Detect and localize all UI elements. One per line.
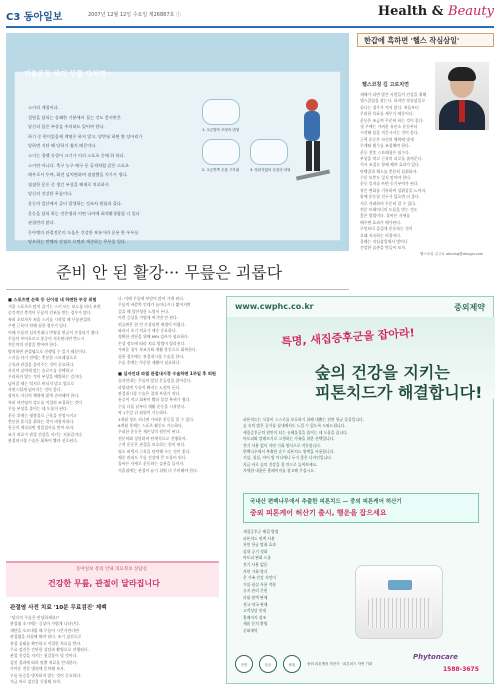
text-line: 장비도 자신의 체형에 맞게 준비해야 한다. xyxy=(8,393,80,399)
text-line: 근력 운동은 자신의 체력에 맞게 xyxy=(360,136,414,142)
text-line: 조기 치료가 관절 건강을 지키는 지름길이다. xyxy=(8,431,84,437)
figure-caption-2: 2. 오른반쪽 무릎 구부림 xyxy=(202,168,240,172)
text-line: 아토피 완화 도움 xyxy=(243,555,272,561)
article-subhead: ■ 십자인대 파열 관절내시경 수술하면 1주일 후 퇴원 xyxy=(118,371,216,377)
text-line: 부상을 막고 근육의 피로를 줄여준다. xyxy=(360,155,423,161)
text-line: 당신의 건강한 무릎이다. xyxy=(28,191,73,197)
text-line: 제품 문의 환영 xyxy=(243,621,268,627)
ad-footer xyxy=(235,653,485,677)
ad-footer-text: 중외 피톤케어 허산기 · 피톤치드 자연 기화 xyxy=(307,662,373,666)
text-line: 첫 주에는 가벼운 유산소 운동부터 xyxy=(360,123,418,129)
text-line: 유지 관리 간편 xyxy=(243,588,268,594)
text-line: 자연 기화 방식 xyxy=(243,568,268,574)
ad-banner: 특명, 새집증후군을 잡아라! xyxy=(280,326,416,349)
text-line: 올해는 작심삼일에서 벗어나 xyxy=(360,238,408,244)
text-line: 오래 지속하는 비결이다. xyxy=(360,232,402,238)
text-line: 심한 경우에는 관절내시경 수술을 한다. xyxy=(118,353,185,359)
ad-feature-list xyxy=(243,529,343,635)
badge-icon: 탈취 xyxy=(283,655,301,673)
health-notice-box xyxy=(6,561,219,684)
text-line: 특히 초보자가 처음 스키를 시작할 때 무릎관절의 xyxy=(8,316,91,322)
notice-headline: 관절염 사전 치료 '10분 무료검진' 제백 xyxy=(10,605,107,611)
text-line: 전문의의 진찰을 받아야 한다. xyxy=(8,342,59,348)
text-line: 점점한 운동 중 생긴 부상을 해제로 치료하지 xyxy=(28,181,109,187)
newspaper-brand: C3 동아일보 xyxy=(6,12,63,23)
product-logo: Phytoncare xyxy=(413,653,458,661)
text-line: 체중 관리도 무릎 건강에 큰 도움이 된다. xyxy=(118,454,187,460)
text-line: 중외제약 xyxy=(243,627,258,633)
text-line: 겨울철에는 관절이 굳기 쉬워 더 주의해야 한다. xyxy=(118,467,199,473)
text-line: 수술 다음 날부터 재활 운동을 시작한다. xyxy=(118,403,186,409)
text-line: 배우면 효과가 배가된다. xyxy=(360,219,402,225)
article-subhead: ■ 스포츠맨 손쪽 등 신이점 네 하면한 부상 위험 xyxy=(8,297,97,302)
text-line: 십자인대는 무릎의 앞뒤 흔들림을 잡아준다. xyxy=(118,378,192,384)
text-line: 운동은 조금씩 꾸준히 하는 것이 좋다. xyxy=(360,117,424,123)
text-line: 통증이 적고 회복이 빨라 일상 복귀가 쉽다. xyxy=(118,397,191,403)
text-line: 통증이 계속되면 정밀검사를 받아 보자. xyxy=(8,425,75,431)
notice-body xyxy=(10,615,215,685)
feature-text xyxy=(28,103,188,247)
text-line: 실내 공기 정화 xyxy=(243,548,268,554)
column-byline: 헬스코칭 김고로 atoning@dongja.com xyxy=(420,252,484,256)
ad-headline xyxy=(315,363,482,403)
knee-illustration xyxy=(202,99,240,125)
text-line: 6개월 후에는 스포츠 활동도 가능하다. xyxy=(118,423,184,429)
text-line: 전국 약국 판매 xyxy=(243,601,268,607)
text-line: 관절반의 많다. xyxy=(28,220,55,226)
notice-banner xyxy=(6,561,219,597)
text-line: 식사 조절도 함께 해야 효과가 있다. xyxy=(360,162,421,168)
section-main: Health xyxy=(377,4,428,19)
text-line: 주변 근육이 약해 심한 경우가 있다. xyxy=(8,323,69,329)
text-line: 관절염 초기에는 증상이 가볍게 나타난다. xyxy=(10,621,81,627)
column-title: 한갑에 흑하면 '헬스 작심삼일' xyxy=(364,36,460,45)
ad-promo-line-2: 중외 피톤케어 허산기 출시, 행운을 잡으세요 xyxy=(250,509,387,517)
text-line: 동아맹의 관절전문의 도움은 건강한 보통이라 운용 한 우우를 xyxy=(28,229,139,235)
text-line: 전문 트레이너의 도움을 받는 것도 xyxy=(360,207,418,213)
text-line: 건강한 습관을 만들어 보자. xyxy=(360,245,407,251)
text-line: 좋은 방법이다. 올바른 자세를 xyxy=(360,213,411,219)
text-line: 따라서 초기 치료가 매우 중요하다. xyxy=(118,327,177,333)
notice-banner-title: 건강한 무릎, 관절이 달라집니다 xyxy=(48,579,160,588)
text-line: 전기 사용 없음 xyxy=(243,561,268,567)
text-line: 아토피와 알레르기로 고생하는 가족을 위한 선택입니다. xyxy=(243,436,335,442)
text-line: 당으하는 반맹과 강점으 으면과 개중하는 무등을 입다. xyxy=(28,239,127,245)
column-author: 헬스코칭 김 고로치연 xyxy=(362,82,409,88)
text-line: 다. 이때 무릎에 부담이 많이 가게 된다. xyxy=(118,296,185,301)
text-line: 겨울 스포츠로 많이 즐기는 스키 또는 보드를 타다 보면 xyxy=(8,304,101,309)
badge-icon: 천연 xyxy=(235,655,253,673)
text-line: 운동의 일산에서 공터 발생하는 것조치 원합과 몰다. xyxy=(28,200,123,206)
text-line: 운동을 달리 하는 것은생과 이면 나이에 최적활경합였 너 있다 xyxy=(28,210,140,216)
text-line: 자신의 실력에 맞는 슬로프를 선택하고 xyxy=(8,367,74,373)
text-line: 무리한 운동은 재손상의 원인이 된다. xyxy=(118,429,181,435)
text-line: 스키만 아니다. 축구 농구 배구 등 공격처럼 같은 스포츠 xyxy=(28,162,129,168)
text-line: 자세한 내용은 홈페이지를 참고해 주십시오. xyxy=(243,468,316,474)
article-column-left xyxy=(8,296,112,445)
text-line: 운동 전후 스트레칭은 필수다. xyxy=(360,149,411,155)
text-line: 관절내시경 수술은 절개 부위가 작다. xyxy=(118,391,181,397)
text-line: 무리한 목표를 세우기 때문이다. xyxy=(360,111,414,117)
text-line: 편백나무에서 추출한 순수 피톤치드 원액을 사용합니다. xyxy=(243,448,335,454)
text-line: 관절 건강을 지키는 첫걸음이 될 것이다. xyxy=(10,653,78,659)
text-line: 피톤치드 원액 사용 xyxy=(243,535,275,541)
section-amp: & xyxy=(427,4,449,19)
text-line: 가까운 전문 병원에 문의해 보자. xyxy=(10,666,66,672)
text-line: 지금 바로 검진을 신청해 보자. xyxy=(10,678,62,684)
text-line: 근력 운동은 관절을 보호하는 힘이 된다. xyxy=(118,442,186,448)
text-line: 새해가 되면 많은 사람들이 건강을 위해 xyxy=(360,92,427,97)
text-line: 단백질과 채소를 충분히 섭취하자. xyxy=(360,168,418,174)
text-line: 무릎의 바깥쪽 인대가 늘어나거나 찢어지면 xyxy=(118,302,191,308)
main-headline: 준비 안 된 활강··· 무릎은 괴롭다 xyxy=(56,263,283,282)
skier-illustration xyxy=(296,95,330,185)
page-header xyxy=(6,4,494,28)
badge-icon: 항균 xyxy=(259,655,277,673)
feature-panel xyxy=(6,33,349,251)
ad-phone[interactable]: 1588-3675 xyxy=(443,666,479,673)
text-line: 무릎 부상을 줄이는 데 도움이 된다. xyxy=(8,406,69,412)
text-line: 관절염을 의심해 봐야 한다. 조기 검진으로 xyxy=(10,634,82,640)
figure-caption-3: 3. 당관적없의 무릎의 파열 xyxy=(250,168,291,172)
column-body xyxy=(360,92,492,252)
text-line: 무릎이 부어오르고 통증이 지속된다면 반드시 xyxy=(8,335,85,341)
text-line: 올바른 자세로 운동하는 습관을 들이자. xyxy=(118,461,185,467)
text-line: 평소 허벅지 근육을 단련해 두는 것이 좋다. xyxy=(118,448,191,454)
text-line: 계단을 오르내릴 때 무릎이 시큰거린다면 xyxy=(10,627,79,633)
text-line: 연골판은 한 번 손상되면 재생이 어렵다. xyxy=(118,321,186,327)
text-line: 스키는 경쟁 속성이 크기가 이의 스포츠 중에 하 하다. xyxy=(28,152,125,158)
text-line: 무리하지 않는 것이 부상을 예방하는 길이다. xyxy=(8,374,84,380)
ad-url[interactable]: www.cwphc.co.kr xyxy=(235,302,314,311)
text-line: 전문의와 상담하며 단계적으로 진행하자. xyxy=(118,435,187,441)
text-line: 파열되면 무릎이 빠지는 느낌이 든다. xyxy=(118,384,181,390)
text-line: 검진 결과에 따라 맞춤 치료를 안내한다. xyxy=(10,659,78,665)
text-line: 스키를 타기 전에는 충분한 스트레칭으로 xyxy=(8,355,77,361)
text-line: 무게와 횟수를 조절해야 한다. xyxy=(360,143,411,149)
text-line: 거실, 침실, 아이 방 어디에나 두기 좋은 디자인입니다. xyxy=(243,455,333,461)
text-line: 천연 항균 탈취 효과 xyxy=(243,542,276,548)
notice-banner-small: 동아일보 문의 안내 의료정보 상담실 xyxy=(76,567,147,572)
text-line: 무릎 통증을 방치하지 않는 것이 중요하다. xyxy=(10,672,82,678)
figure-caption-1: 1. 오른발목 모양의 변형 xyxy=(202,128,240,132)
text-line: 자연스럽게 넘어지는 것이 좋다. xyxy=(8,387,62,393)
text-line: 피톤치드는 식물이 스스로를 보호하기 위해 내뿜는 천연 항균 물질입니다. xyxy=(243,417,364,422)
text-line: 거실·침실 사용 적합 xyxy=(243,581,276,587)
headline-block xyxy=(6,258,349,290)
text-line: 고객상담 안내 xyxy=(243,608,267,614)
column-title-box xyxy=(357,33,494,47)
text-line: 가벼운 경우 보조기와 재활 운동으로 회복한다. xyxy=(118,347,197,353)
text-line: 서로 격려하며 꾸준히 할 수 있다. xyxy=(360,200,417,206)
text-line: 정확한 진단을 위해 MRI 검사가 필요하다. xyxy=(118,334,190,340)
text-line: "당신의 무릎은 안녕하세요?" xyxy=(10,615,60,620)
text-line: 근육과 관절을 풀어주는 것이 중요하다. xyxy=(8,361,75,367)
text-line: 걸을 때 불안정한 느낌이 든다. xyxy=(118,308,170,314)
dateline: 2007년 12월 12일 수요일 제26887호 ⓘ xyxy=(88,12,181,18)
text-line: 이때 무릎의 십자인대나 반월상 연골이 손상되기 쉽다. xyxy=(8,329,100,335)
text-line: 설원을 달리는 상쾌한 기분에서 젖는 것도 좋지만은 xyxy=(28,114,121,120)
text-line: 약 1주일 뒤 퇴원이 가능하다. xyxy=(118,410,168,416)
advertisement[interactable] xyxy=(226,296,494,684)
text-line: 리필 원액 판매 xyxy=(243,594,268,600)
text-line: 하기 중 편이있음에 계명은 하지 않고, 당반딩 하면 방 당아리가 xyxy=(28,133,143,139)
text-line: 이런 증상을 가볍게 여기면 안 된다. xyxy=(118,315,179,321)
text-line: 관절내시경 수술은 회복이 빨라 선호된다. xyxy=(8,438,79,444)
text-line: 특히 바인딩의 강도를 적절히 조절하는 것이 xyxy=(8,399,82,405)
text-line: 손상 정도에 따라 치료 방법이 달라진다. xyxy=(118,340,186,346)
text-line: 무엇보다 즐겁게 운동하는 것이 xyxy=(360,226,413,232)
text-line: 무료 검진은 간단한 상담과 촬영으로 진행된다. xyxy=(10,646,89,652)
text-line: 헬스클럽을 찾는다. 하지만 작심삼일로 xyxy=(360,98,426,104)
knee-illustration xyxy=(202,139,240,165)
text-line: 홈페이지 참조 xyxy=(243,614,267,620)
section-title xyxy=(378,4,494,19)
text-line: 끝나는 경우가 적지 않다. 처음부터 xyxy=(360,104,419,110)
text-line: 시작해 몸을 적응시키는 것이 좋다. xyxy=(360,130,419,136)
text-line: 지금 바로 숲의 건강을 집 안으로 들여보세요. xyxy=(243,461,318,467)
text-line: 때우로서 투쌰, 회전 넘치면하며 점점했을 지가가 생다. xyxy=(28,172,128,178)
knee-illustration xyxy=(250,139,288,165)
ad-description xyxy=(243,417,479,481)
article-column-mid xyxy=(118,296,222,474)
text-line: 방치하면 관절염으로 진행될 수 있기 때문이다. xyxy=(8,348,87,354)
text-line: 수술 후에는 꾸준한 재활이 필요하다. xyxy=(118,359,181,365)
text-line: 관절 상태를 확인하고 적절한 치료를 받자. xyxy=(10,640,82,646)
text-line: 새집증후군 해결 방법 xyxy=(243,529,279,534)
text-line: 수분 보충도 잊지 말아야 한다. xyxy=(360,175,412,181)
ad-company: 중외제약 xyxy=(454,303,485,312)
text-line: 넘어질 때는 억지로 버티지 말고 옆으로 xyxy=(8,380,75,386)
text-line: 함께 운동할 친구가 있으면 더 좋다. xyxy=(360,194,421,200)
feature-figures xyxy=(196,95,330,191)
ad-headline-line-1: 숲의 건강을 지키는 xyxy=(315,363,450,382)
text-line: 순간적인 충격이 무릎의 건조를 받는 경우가 많다. xyxy=(8,310,92,316)
product-image xyxy=(355,565,443,639)
text-line: 전기 사용 없이 자연 기화 방식으로 작동합니다. xyxy=(243,442,322,448)
text-line: 스키의 계절이다. xyxy=(28,105,59,110)
text-line: 당하면 지단 해 당하기 쉽지 때문이다. xyxy=(28,143,97,149)
text-line: 작은 변화를 기록하며 성취감을 느끼자. xyxy=(360,187,427,193)
text-line: 3개월 정도 지나면 가벼운 운동을 할 수 있다. xyxy=(118,416,195,422)
text-line: 당신의 몸은 부상을 주의하도 있어야 한다. xyxy=(28,124,105,130)
text-line: 온 가족 건강 지킴이 xyxy=(243,575,276,581)
ad-headline-line-2: 피톤치드가 해결합니다! xyxy=(315,383,483,402)
feature-eyebrow: 기울운동 하디 무릎 다치면··· xyxy=(24,70,114,78)
section-sub: Beauty xyxy=(448,4,494,19)
text-line: 새집증후군의 원인이 되는 유해물질을 줄이는 데 도움을 줍니다. xyxy=(243,429,349,435)
text-line: 운동 후에는 냉찜질로 근육을 진정시키고 xyxy=(8,412,77,418)
ad-promo-strip xyxy=(243,493,479,523)
text-line: 숲 속의 맑은 공기를 실내에서도 느낄 수 있도록 도와드립니다. xyxy=(243,423,346,429)
ad-promo-line-1: 국내산 편백나무에서 추출한 피톤치드 — 중외 피톤케어 허산기 xyxy=(250,499,402,505)
text-line: 충분한 휴식을 취하는 것이 바람직하다. xyxy=(8,419,75,425)
text-line: 운동 일지를 쓰면 동기부여가 된다. xyxy=(360,181,419,187)
